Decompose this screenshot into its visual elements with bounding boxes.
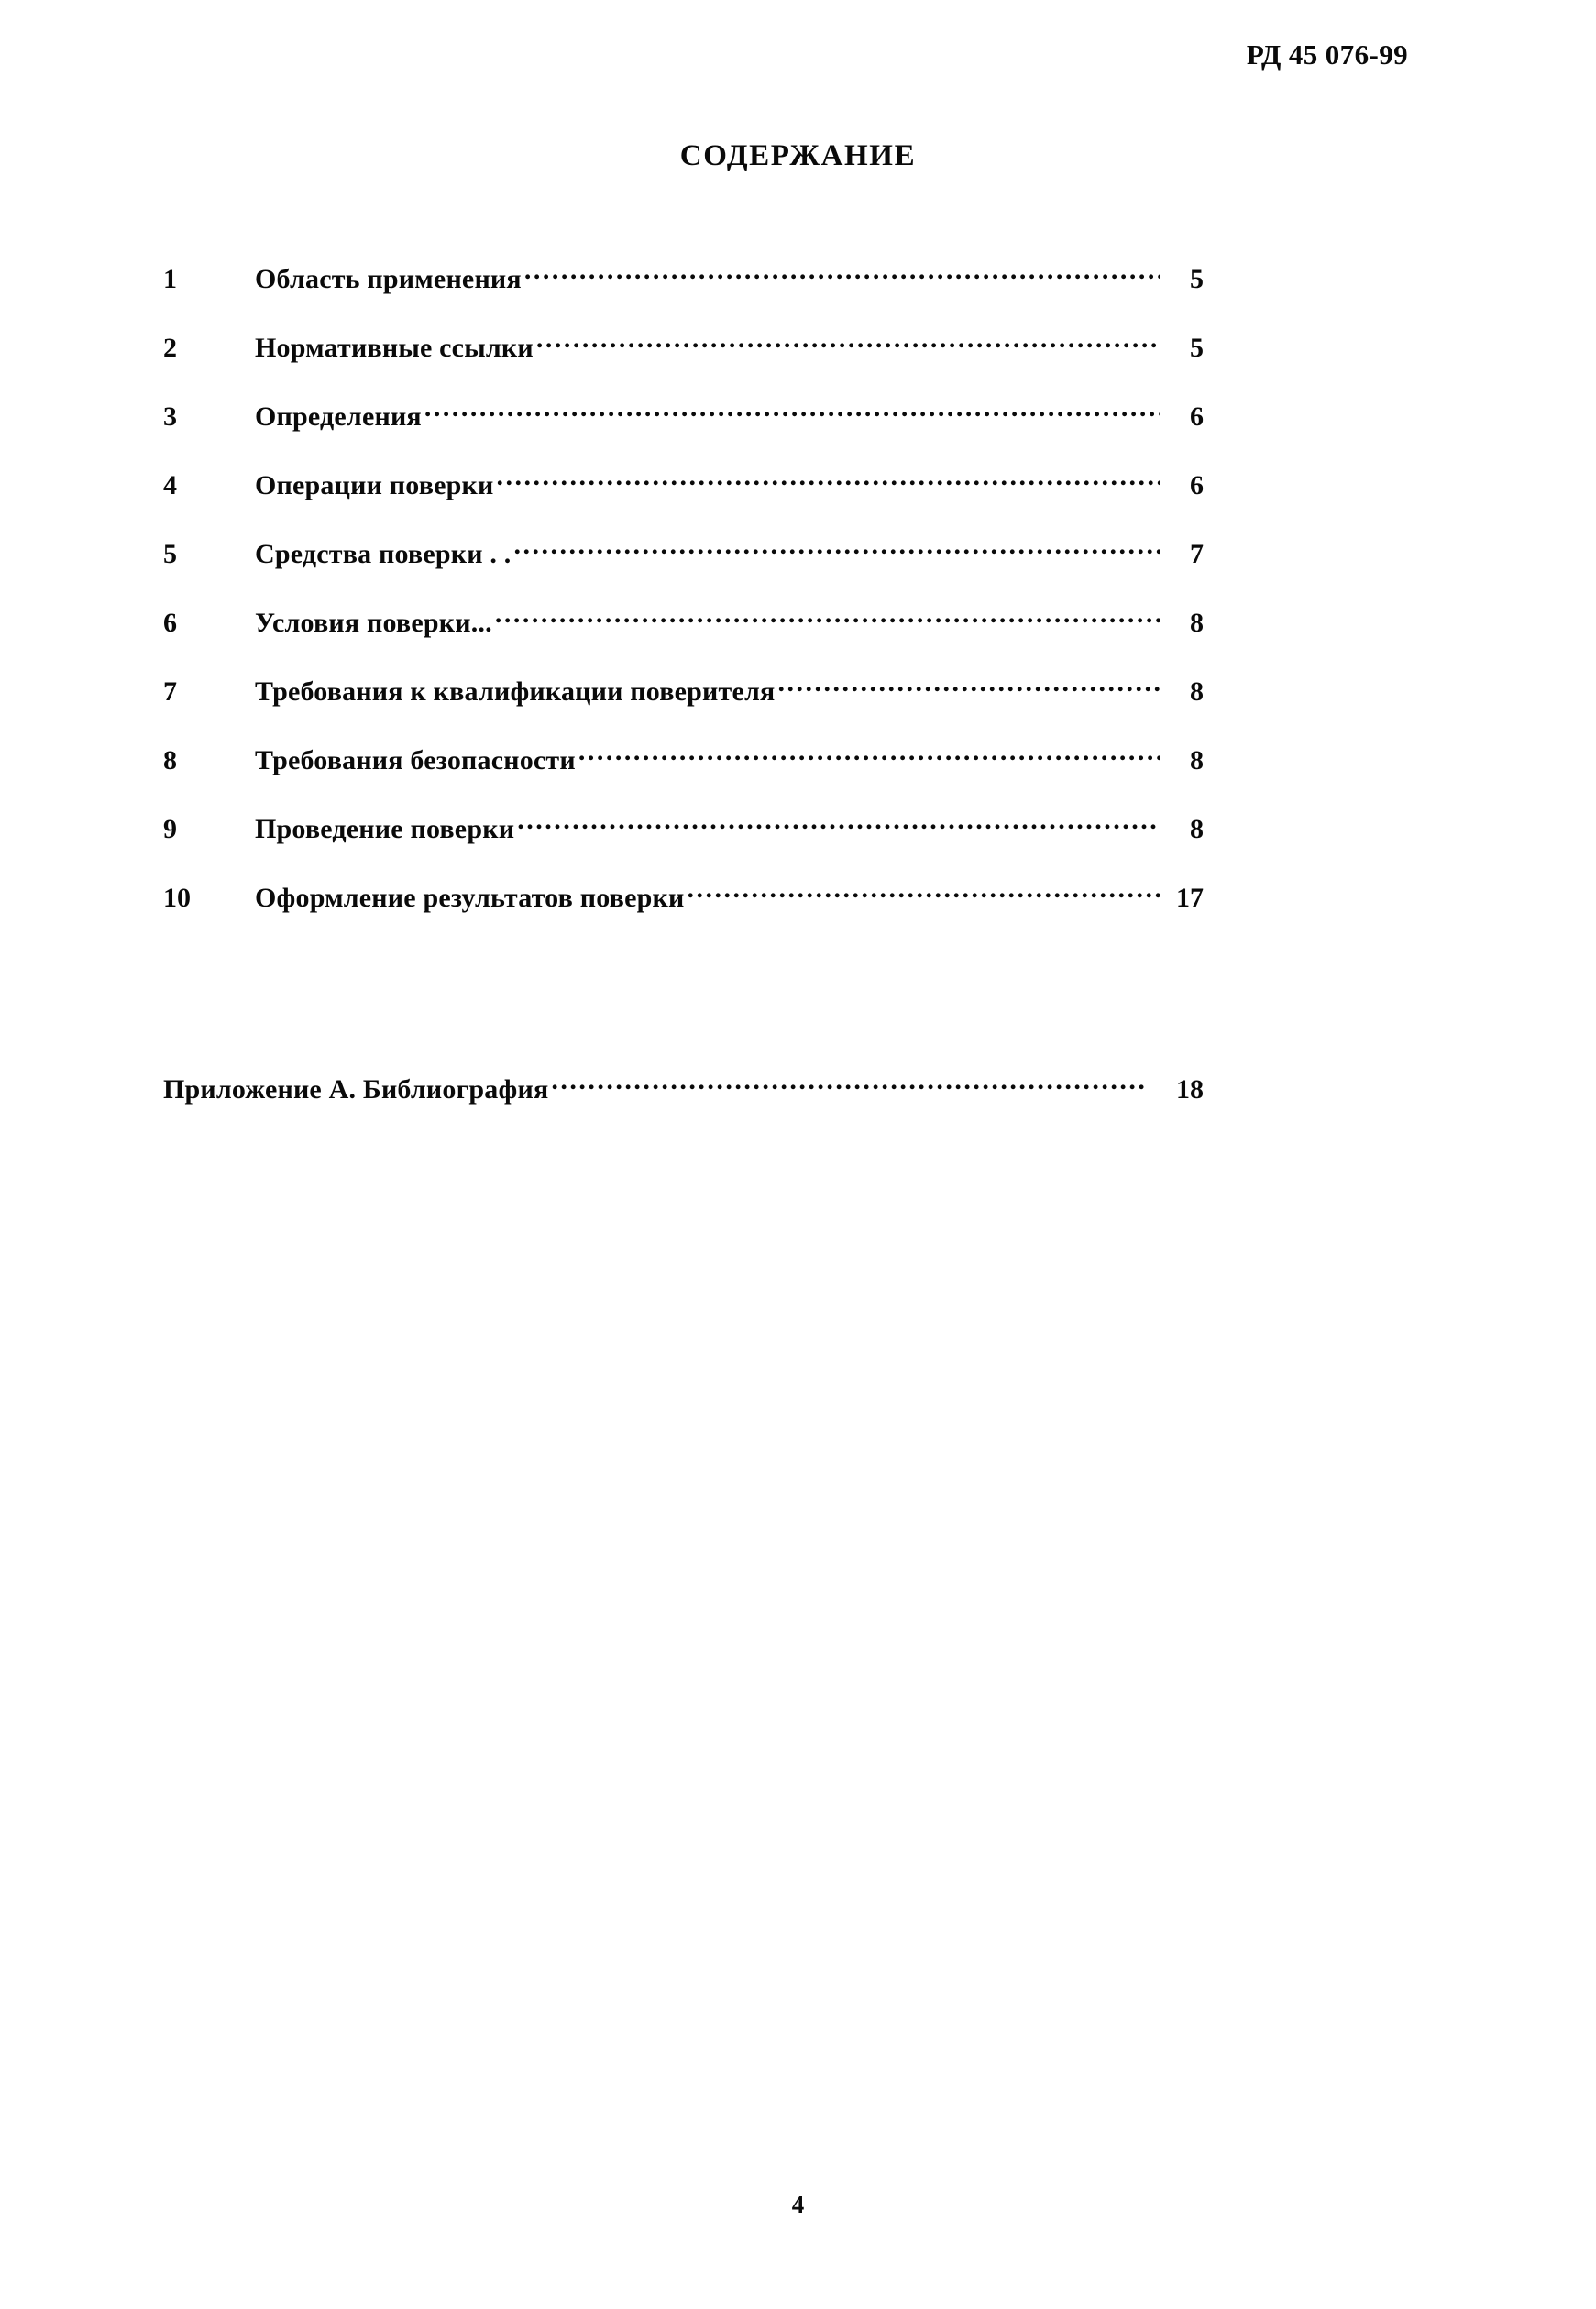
toc-leader-dots — [517, 810, 1160, 838]
toc-row[interactable] — [163, 260, 1204, 329]
toc-entry-number: 5 — [163, 539, 177, 569]
toc-entry-page: 8 — [1190, 676, 1204, 707]
toc-entry-number: 8 — [163, 745, 177, 775]
toc-leader-dots — [578, 742, 1160, 769]
toc-row[interactable] — [163, 673, 1204, 742]
toc-leader-dots — [536, 329, 1160, 357]
toc-row[interactable] — [163, 604, 1204, 673]
toc-entry-label: Область применения — [255, 264, 522, 294]
toc-entry-number: 4 — [163, 470, 177, 500]
toc-entry-page: 17 — [1176, 883, 1204, 913]
toc-entry-label: Определения — [255, 401, 422, 432]
toc-entry-number: 9 — [163, 814, 177, 844]
toc-leader-dots — [497, 467, 1161, 494]
toc-appendix-page: 18 — [1176, 1074, 1204, 1105]
toc-entry-page: 8 — [1190, 814, 1204, 844]
toc-leader-dots — [524, 260, 1160, 288]
toc-entry-page: 5 — [1190, 333, 1204, 363]
toc-leader-dots — [551, 1071, 1145, 1098]
toc-entry-number: 10 — [163, 883, 191, 913]
toc-appendix-row — [163, 1071, 1204, 1105]
toc-entry-number: 6 — [163, 608, 177, 638]
page-title: СОДЕРЖАНИЕ — [679, 139, 917, 172]
footer-page-number: 4 — [791, 2191, 805, 2218]
toc-row[interactable] — [163, 742, 1204, 810]
toc-entry-label: Условия поверки... — [255, 608, 492, 638]
toc-row[interactable] — [163, 879, 1204, 948]
toc-entry-label: Требования безопасности — [255, 745, 576, 775]
toc-leader-dots — [514, 535, 1160, 563]
toc-entry-label: Оформление результатов поверки — [255, 883, 685, 913]
toc-entry-page: 5 — [1190, 264, 1204, 294]
toc-leader-dots — [687, 879, 1160, 907]
toc-row[interactable] — [163, 467, 1204, 535]
toc-entry-label: Операции поверки — [255, 470, 494, 500]
toc-leader-dots — [495, 604, 1160, 632]
toc-entry-number: 3 — [163, 401, 177, 432]
toc-leader-dots — [777, 673, 1160, 700]
toc-row[interactable] — [163, 329, 1204, 398]
toc-row[interactable] — [163, 398, 1204, 467]
document-header-code: РД 45 076-99 — [1246, 38, 1408, 71]
toc-entry-label: Средства поверки . . — [255, 539, 512, 569]
toc-entry-label: Проведение поверки — [255, 814, 515, 844]
toc-leader-dots — [424, 398, 1160, 425]
toc-entry-page: 6 — [1190, 470, 1204, 500]
toc-entry-label: Требования к квалификации поверителя — [255, 676, 776, 707]
toc-row[interactable] — [163, 810, 1204, 879]
table-of-contents — [163, 260, 1204, 948]
toc-entry-page: 8 — [1190, 608, 1204, 638]
toc-entry-page: 8 — [1190, 745, 1204, 775]
toc-entry-page: 6 — [1190, 401, 1204, 432]
toc-entry-number: 7 — [163, 676, 177, 707]
toc-appendix-label: Приложение А. Библиография — [163, 1074, 549, 1105]
toc-entry-label: Нормативные ссылки — [255, 333, 534, 363]
toc-entry-number: 1 — [163, 264, 177, 294]
toc-row[interactable] — [163, 535, 1204, 604]
toc-entry-page: 7 — [1190, 539, 1204, 569]
toc-entry-number: 2 — [163, 333, 177, 363]
